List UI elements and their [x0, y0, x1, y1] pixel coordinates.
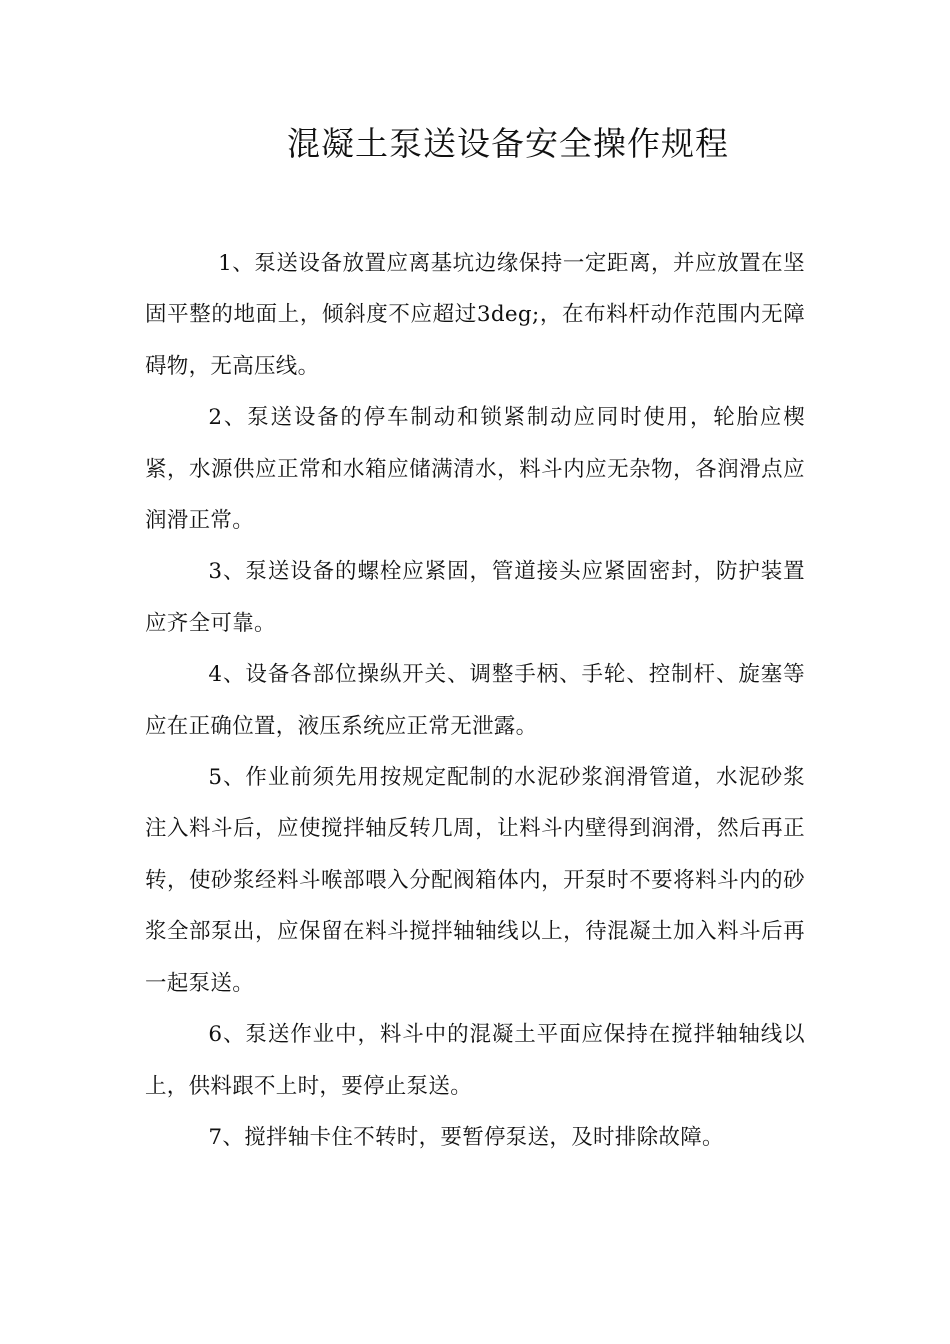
clause-5: 5、作业前须先用按规定配制的水泥砂浆润滑管道，水泥砂浆注入料斗后，应使搅拌轴反转几周，让料斗内壁得到润滑，然后再正转，使砂浆经料斗喉部喂入分配阀箱体内，开泵时不要将料斗内的砂浆全部泵出，应保留在料斗搅拌轴轴线以上，待混凝土加入料斗后再一起泵送。 [145, 765, 805, 996]
clause-2: 2、泵送设备的停车制动和锁紧制动应同时使用，轮胎应楔紧，水源供应正常和水箱应储满清水，料斗内应无杂物，各润滑点应润滑正常。 [145, 405, 805, 534]
clause-3: 3、泵送设备的螺栓应紧固，管道接头应紧固密封，防护装置应齐全可靠。 [145, 559, 805, 636]
clause-7: 7、搅拌轴卡住不转时，要暂停泵送，及时排除故障。 [208, 1124, 724, 1150]
clause-4: 4、设备各部位操纵开关、调整手柄、手轮、控制杆、旋塞等应在正确位置，液压系统应正常无泄露。 [145, 662, 805, 739]
clause-1: 1、泵送设备放置应离基坑边缘保持一定距离，并应放置在坚固平整的地面上，倾斜度不应超过3deg;，在布料杆动作范围内无障碍物，无高压线。 [145, 251, 805, 379]
document-title: 混凝土泵送设备安全操作规程 [287, 124, 729, 163]
clause-6: 6、泵送作业中，料斗中的混凝土平面应保持在搅拌轴轴线以上，供料跟不上时，要停止泵送。 [145, 1022, 805, 1099]
document-body [145, 238, 805, 1163]
